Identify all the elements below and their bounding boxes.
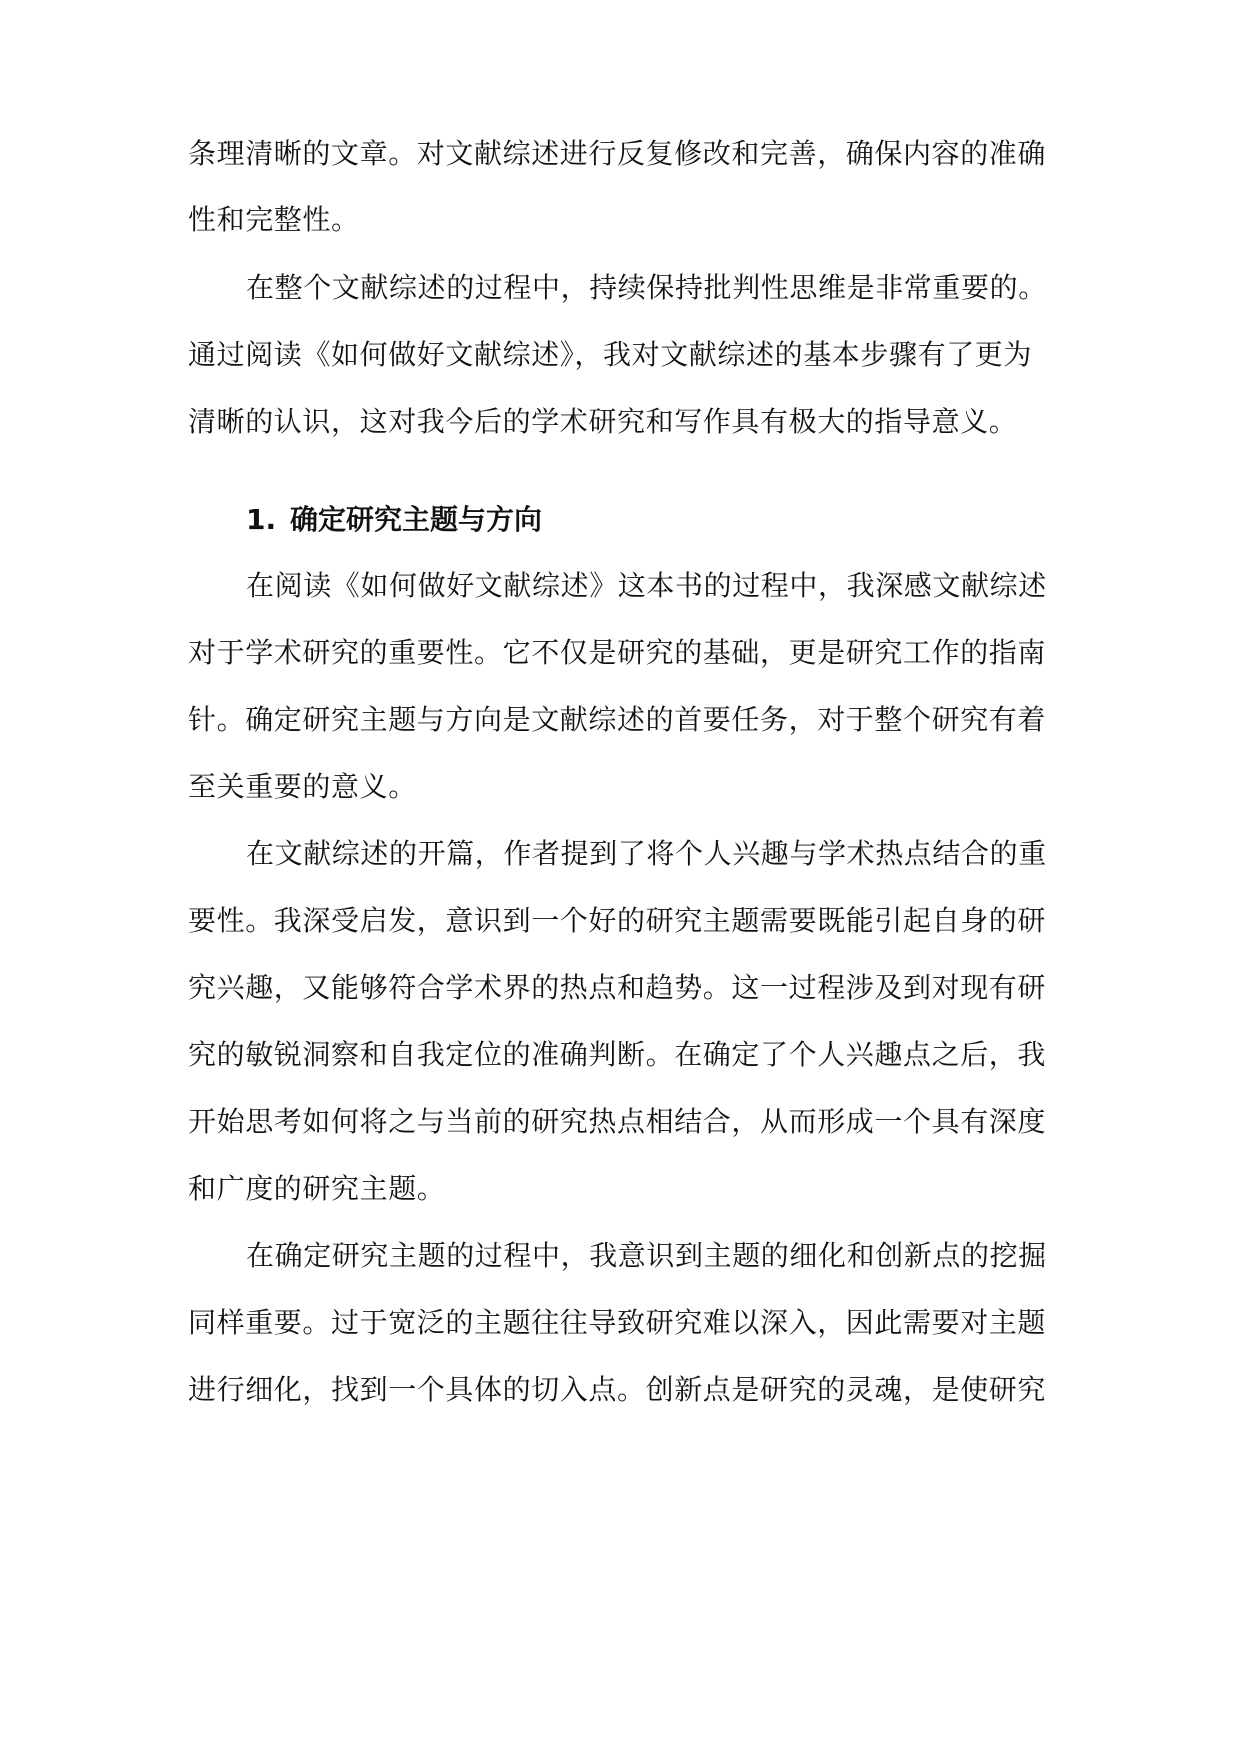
paragraph-line: 通过阅读《如何做好文献综述》，我对文献综述的基本步骤有了更为 [188,338,1033,371]
paragraph-line: 清晰的认识，这对我今后的学术研究和写作具有极大的指导意义。 [188,405,1018,438]
paragraph-line: 要性。我深受启发，意识到一个好的研究主题需要既能引起自身的研 [188,904,1047,937]
paragraph-line: 针。确定研究主题与方向是文献综述的首要任务，对于整个研究有着 [188,703,1047,736]
paragraph-line: 至关重要的意义。 [188,770,417,803]
paragraph-line: 究兴趣，又能够符合学术界的热点和趋势。这一过程涉及到对现有研 [188,971,1047,1004]
section-title: 确定研究主题与方向 [290,503,543,536]
paragraph-line: 性和完整性。 [188,203,360,236]
paragraph-line: 在文献综述的开篇，作者提到了将个人兴趣与学术热点结合的重 [246,837,1047,870]
paragraph-line: 对于学术研究的重要性。它不仅是研究的基础，更是研究工作的指南 [188,636,1047,669]
section-heading [246,500,1046,540]
paragraph-line: 开始思考如何将之与当前的研究热点相结合，从而形成一个具有深度 [188,1105,1047,1138]
section-number: 1. [246,503,277,536]
paragraph-line: 究的敏锐洞察和自我定位的准确判断。在确定了个人兴趣点之后，我 [188,1038,1047,1071]
paragraph-line: 进行细化，找到一个具体的切入点。创新点是研究的灵魂，是使研究 [188,1373,1047,1406]
paragraph-line: 在阅读《如何做好文献综述》这本书的过程中，我深感文献综述 [246,569,1047,602]
paragraph-line: 在确定研究主题的过程中，我意识到主题的细化和创新点的挖掘 [246,1239,1047,1272]
paragraph-line: 在整个文献综述的过程中，持续保持批判性思维是非常重要的。 [246,271,1047,304]
paragraph-line: 和广度的研究主题。 [188,1172,446,1205]
paragraph-line: 同样重要。过于宽泛的主题往往导致研究难以深入，因此需要对主题 [188,1306,1047,1339]
paragraph-line: 条理清晰的文章。对文献综述进行反复修改和完善，确保内容的准确 [188,137,1047,170]
